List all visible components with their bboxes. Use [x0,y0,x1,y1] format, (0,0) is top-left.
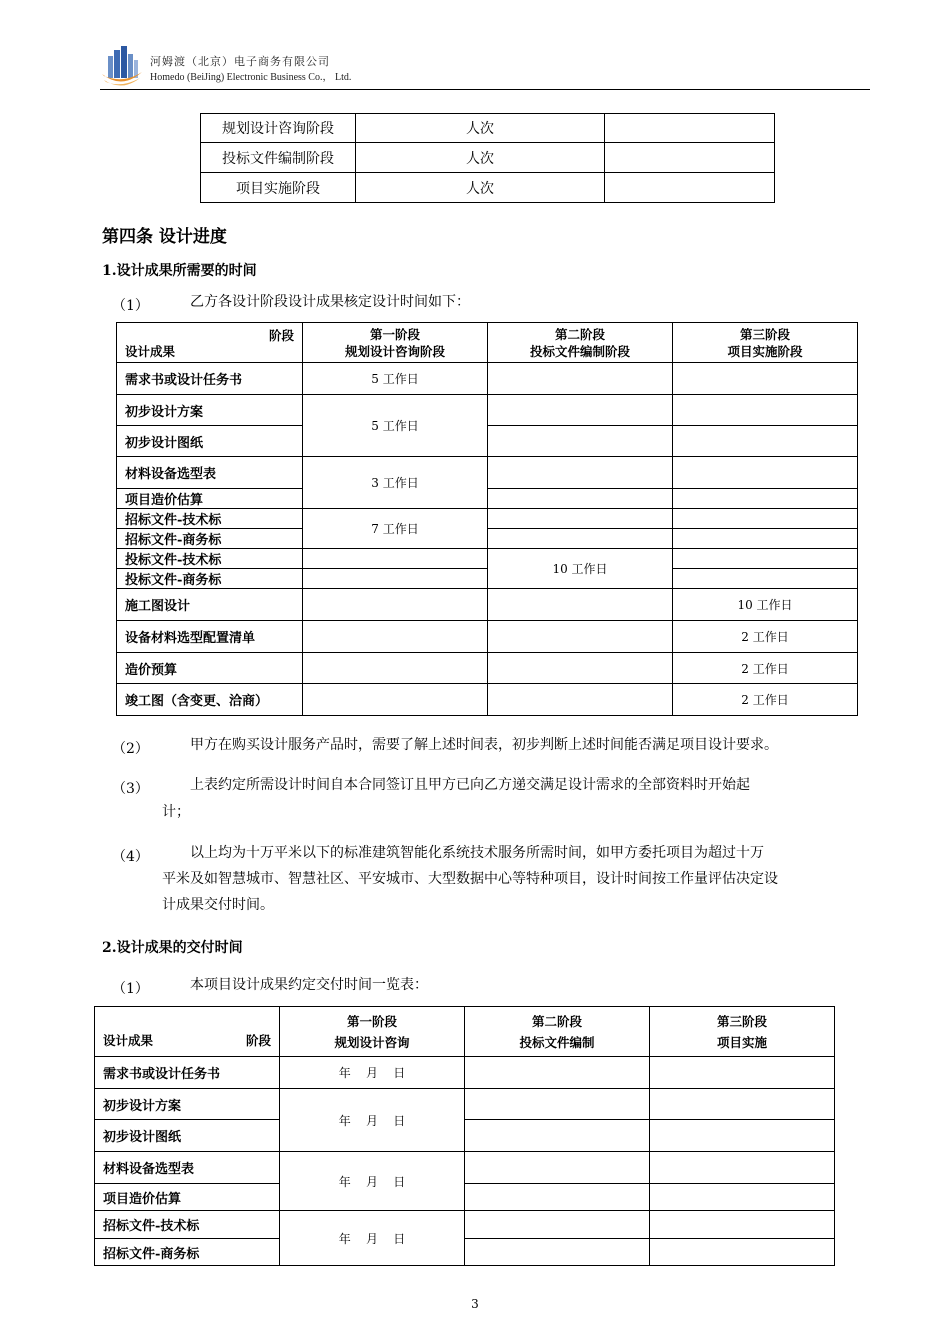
time-cell: 2 工作日 [673,684,858,716]
empty-cell [650,1211,835,1239]
col-header-stage1: 第一阶段 规划设计咨询 [280,1007,465,1057]
time-cell: 3 工作日 [303,457,488,509]
table-row [95,1057,835,1089]
unit-cell: 人次 [356,173,605,203]
table-row [95,1239,835,1266]
empty-cell [465,1211,650,1239]
stage-cell: 项目实施阶段 [201,173,356,203]
date-cell: 年 月 日 [280,1057,465,1089]
time-cell: 7 工作日 [303,509,488,549]
row-label: 初步设计图纸 [117,426,303,457]
empty-cell [673,509,858,529]
header-divider [100,89,870,90]
empty-cell [650,1120,835,1152]
empty-cell [488,589,673,621]
empty-cell [650,1057,835,1089]
empty-cell [673,529,858,549]
empty-cell [650,1089,835,1120]
row-label: 项目造价估算 [117,489,303,509]
row-label: 需求书或设计任务书 [117,363,303,395]
table-row [117,569,858,589]
empty-cell [465,1089,650,1120]
empty-cell [465,1184,650,1211]
date-cell: 年 月 日 [280,1152,465,1211]
empty-cell [673,363,858,395]
time-cell: 5 工作日 [303,395,488,457]
row-label: 项目造价估算 [95,1184,280,1211]
table-row [201,143,775,173]
table-row [117,426,858,457]
empty-cell [303,569,488,589]
stage-price-table [200,113,775,203]
paragraph: 上表约定所需设计时间自本合同签订且甲方已向乙方递交满足设计需求的全部资料时开始起 [190,777,750,793]
row-label: 设备材料选型配置清单 [117,621,303,653]
empty-cell [488,653,673,684]
table-row [117,457,858,489]
table-row [95,1184,835,1211]
corner-result-label: 设计成果 [103,1033,154,1048]
stage-cell: 规划设计咨询阶段 [201,114,356,143]
table-row [201,114,775,143]
table-row [117,363,858,395]
empty-cell [488,621,673,653]
empty-cell [650,1239,835,1266]
table-header-row [95,1007,835,1057]
empty-cell [465,1152,650,1184]
table-row [95,1211,835,1239]
empty-cell [673,457,858,489]
empty-cell [488,395,673,426]
section-2-title: 2.设计成果的交付时间 [102,940,243,956]
row-label: 竣工图（含变更、洽商） [117,684,303,716]
corner-result-label: 设计成果 [125,344,176,359]
col-header-stage2: 第二阶段 投标文件编制 [465,1007,650,1057]
unit-cell: 人次 [356,114,605,143]
col-header-stage3: 第三阶段 项目实施阶段 [673,323,858,363]
empty-cell [488,457,673,489]
section-1-title: 1.设计成果所需要的时间 [102,263,257,279]
empty-cell [673,395,858,426]
time-cell: 10 工作日 [673,589,858,621]
empty-cell [465,1057,650,1089]
empty-cell [488,426,673,457]
item-number: （4） [112,849,149,865]
empty-cell [303,589,488,621]
table-row [117,509,858,529]
table-row [117,395,858,426]
empty-cell [650,1152,835,1184]
col-header-stage3: 第三阶段 项目实施 [650,1007,835,1057]
table-row [117,489,858,509]
empty-cell [650,1184,835,1211]
row-label: 招标文件-商务标 [95,1239,280,1266]
paragraph: 本项目设计成果约定交付时间一览表： [190,977,428,993]
date-cell: 年 月 日 [280,1089,465,1152]
empty-cell [673,489,858,509]
page-number: 3 [471,1297,479,1311]
value-cell [605,114,775,143]
value-cell [605,143,775,173]
item-number: （3） [112,781,149,797]
empty-cell [488,529,673,549]
table-row [117,621,858,653]
item-number: （2） [112,741,149,757]
time-cell: 2 工作日 [673,621,858,653]
empty-cell [673,426,858,457]
empty-cell [303,621,488,653]
table-row [117,549,858,569]
table-row [95,1152,835,1184]
empty-cell [303,549,488,569]
empty-cell [303,684,488,716]
row-label: 招标文件-技术标 [117,509,303,529]
corner-stage-label: 阶段 [268,328,294,343]
row-label: 投标文件-技术标 [117,549,303,569]
empty-cell [673,569,858,589]
paragraph: 平米及如智慧城市、智慧社区、平安城市、大型数据中心等特种项目，设计时间按工作量评估决定设 [162,871,778,887]
company-logo-icon [100,42,144,88]
empty-cell [465,1239,650,1266]
row-label: 初步设计方案 [117,395,303,426]
stage-cell: 投标文件编制阶段 [201,143,356,173]
row-label: 材料设备选型表 [95,1152,280,1184]
row-label: 造价预算 [117,653,303,684]
row-label: 初步设计图纸 [95,1120,280,1152]
row-label: 初步设计方案 [95,1089,280,1120]
table-row [117,653,858,684]
empty-cell [488,509,673,529]
delivery-time-table [94,1006,835,1266]
row-label: 施工图设计 [117,589,303,621]
company-name-en: Homedo (BeiJing) Electronic Business Co.， Ltd. [150,72,352,83]
time-cell: 5 工作日 [303,363,488,395]
col-header-stage1: 第一阶段 规划设计咨询阶段 [303,323,488,363]
table-row [117,684,858,716]
row-label: 需求书或设计任务书 [95,1057,280,1089]
company-name-cn: 河姆渡（北京）电子商务有限公司 [150,55,330,68]
empty-cell [465,1120,650,1152]
time-cell: 10 工作日 [488,549,673,589]
paragraph: 甲方在购买设计服务产品时，需要了解上述时间表，初步判断上述时间能否满足项目设计要求。 [190,737,778,753]
corner-cell [117,323,303,363]
item-number: （1） [112,298,149,314]
paragraph: 计成果交付时间。 [162,897,274,913]
empty-cell [488,684,673,716]
table-header-row [117,323,858,363]
article-title: 第四条 设计进度 [102,227,227,247]
table-row [201,173,775,203]
table-row [95,1089,835,1120]
row-label: 招标文件-商务标 [117,529,303,549]
table-row [117,589,858,621]
row-label: 投标文件-商务标 [117,569,303,589]
empty-cell [488,363,673,395]
design-time-table [116,322,858,716]
empty-cell [303,653,488,684]
paragraph: 以上均为十万平米以下的标准建筑智能化系统技术服务所需时间，如甲方委托项目为超过十万 [190,845,764,861]
corner-stage-label: 阶段 [245,1033,271,1048]
time-cell: 2 工作日 [673,653,858,684]
row-label: 材料设备选型表 [117,457,303,489]
date-cell: 年 月 日 [280,1211,465,1266]
paragraph: 计； [162,804,190,820]
empty-cell [673,549,858,569]
empty-cell [488,489,673,509]
table-row [117,529,858,549]
table-row [95,1120,835,1152]
corner-cell [95,1007,280,1057]
item-number: （1） [112,981,149,997]
paragraph: 乙方各设计阶段设计成果核定设计时间如下： [190,294,470,310]
row-label: 招标文件-技术标 [95,1211,280,1239]
col-header-stage2: 第二阶段 投标文件编制阶段 [488,323,673,363]
value-cell [605,173,775,203]
unit-cell: 人次 [356,143,605,173]
